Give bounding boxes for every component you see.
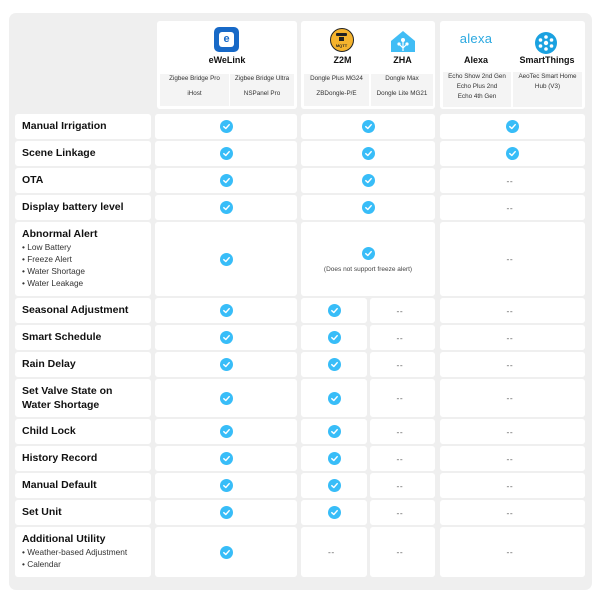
row-13-z2m-unsupported: --: [328, 547, 335, 557]
row-6-z2m-check-icon: [328, 331, 341, 344]
brand-name-zha: ZHA: [393, 55, 412, 65]
smartthings-logo-icon: [535, 32, 557, 54]
feature-bullet: • Calendar: [22, 559, 61, 569]
feature-title: Manual Default: [22, 479, 97, 491]
z2m-zha-note: (Does not support freeze alert): [323, 266, 413, 273]
row-10-alexa-st-unsupported: --: [506, 453, 514, 464]
feature-title: Manual Irrigation: [22, 120, 107, 132]
brand-name-alexa: Alexa: [463, 55, 489, 65]
row-12-ewelink-check-icon: [220, 506, 233, 519]
feature-title: Smart Schedule: [22, 331, 102, 343]
row-1-ewelink-check-icon: [220, 147, 233, 160]
row-0-alexa-st-check-icon: [506, 120, 519, 133]
row-5-ewelink-check-icon: [220, 304, 233, 317]
smartthings-devices: AeoTec Smart Home Hub (V3): [513, 72, 582, 107]
feature-title: Additional Utility: [22, 533, 106, 545]
row-11-alexa-st-unsupported: --: [506, 480, 514, 491]
brand-name-smartthings: SmartThings: [519, 55, 575, 65]
row-11-ewelink-check-icon: [220, 479, 233, 492]
row-3-alexa-st-unsupported: --: [506, 202, 514, 213]
row-8-z2m-check-icon: [328, 392, 341, 405]
row-5-zha-unsupported: --: [396, 305, 404, 316]
row-13-zha-unsupported: --: [396, 547, 404, 557]
row-7-ewelink-check-icon: [220, 358, 233, 371]
alexa-devices: Echo Show 2nd Gen Echo Plus 2nd Echo 4th Gen: [443, 72, 511, 107]
row-11-z2m-check-icon: [328, 479, 341, 492]
row-4-ewelink-check-icon: [220, 253, 233, 266]
row-13-alexa-st-unsupported: --: [506, 547, 514, 557]
zha-logo-icon: [389, 29, 417, 53]
feature-title: Set Valve State on: [22, 385, 113, 397]
row-8-ewelink-check-icon: [220, 392, 233, 405]
header-z2m-zha: [301, 21, 435, 109]
header-ewelink: [157, 21, 297, 109]
row-12-zha-unsupported: --: [396, 507, 404, 518]
row-10-ewelink-check-icon: [220, 452, 233, 465]
z2m-devices: Dongle Plus MG24 ZBDongle-P/E: [304, 74, 369, 106]
row-12-alexa-st-unsupported: --: [506, 507, 514, 518]
row-10-z2m-check-icon: [328, 452, 341, 465]
row-7-z2m-check-icon: [328, 358, 341, 371]
row-7-alexa-st-unsupported: --: [506, 359, 514, 370]
feature-title: Rain Delay: [22, 358, 76, 370]
feature-bullet: • Water Leakage: [22, 278, 84, 288]
row-0-z2m-zha-check-icon: [362, 120, 375, 133]
feature-bullet: • Freeze Alert: [22, 254, 72, 264]
brand-name-z2m: Z2M: [333, 55, 352, 65]
row-5-z2m-check-icon: [328, 304, 341, 317]
ewelink-logo-icon: e: [214, 27, 239, 52]
row-9-zha-unsupported: --: [396, 426, 404, 437]
header-alexa-smartthings: [440, 21, 585, 109]
row-6-zha-unsupported: --: [396, 332, 404, 343]
feature-bullet: • Water Shortage: [22, 266, 86, 276]
row-0-ewelink-check-icon: [220, 120, 233, 133]
row-5-alexa-st-unsupported: --: [506, 305, 514, 316]
alexa-logo-icon: alexa: [459, 31, 493, 46]
row-3-ewelink-check-icon: [220, 201, 233, 214]
row-1-z2m-zha-check-icon: [362, 147, 375, 160]
feature-bullet: • Low Battery: [22, 242, 72, 252]
z2m-logo-icon: MQTT: [330, 28, 354, 52]
row-9-z2m-check-icon: [328, 425, 341, 438]
row-9-alexa-st-unsupported: --: [506, 426, 514, 437]
feature-title: Child Lock: [22, 425, 76, 437]
row-6-ewelink-check-icon: [220, 331, 233, 344]
feature-title: Abnormal Alert: [22, 228, 98, 240]
feature-title: Seasonal Adjustment: [22, 304, 129, 316]
brand-name-ewelink: eWeLink: [208, 55, 246, 65]
feature-title: OTA: [22, 174, 44, 186]
row-13-ewelink-check-icon: [220, 546, 233, 559]
feature-title-line2: Water Shortage: [22, 399, 100, 411]
row-10-zha-unsupported: --: [396, 453, 404, 464]
row-2-z2m-zha-check-icon: [362, 174, 375, 187]
feature-bullet: • Weather-based Adjustment: [22, 547, 128, 557]
row-2-ewelink-check-icon: [220, 174, 233, 187]
row-12-z2m-check-icon: [328, 506, 341, 519]
row-9-ewelink-check-icon: [220, 425, 233, 438]
feature-title: History Record: [22, 452, 98, 464]
row-2-alexa-st-unsupported: --: [506, 175, 514, 186]
row-4-alexa-st-unsupported: --: [506, 254, 514, 264]
ewelink-devices-right: Zigbee Bridge Ultra NSPanel Pro: [230, 74, 294, 106]
row-1-alexa-st-check-icon: [506, 147, 519, 160]
feature-title: Set Unit: [22, 506, 62, 518]
row-7-zha-unsupported: --: [396, 359, 404, 370]
ewelink-devices-left: Zigbee Bridge Pro iHost: [160, 74, 229, 106]
row-6-alexa-st-unsupported: --: [506, 332, 514, 343]
row-8-zha-unsupported: --: [396, 393, 404, 403]
row-8-alexa-st-unsupported: --: [506, 393, 514, 403]
row-4-z2m-zha-check-icon: [362, 247, 375, 260]
row-3-z2m-zha-check-icon: [362, 201, 375, 214]
feature-title: Scene Linkage: [22, 147, 96, 159]
feature-title: Display battery level: [22, 201, 124, 213]
zha-devices: Dongle Max Dongle Lite MG21: [371, 74, 433, 106]
row-11-zha-unsupported: --: [396, 480, 404, 491]
